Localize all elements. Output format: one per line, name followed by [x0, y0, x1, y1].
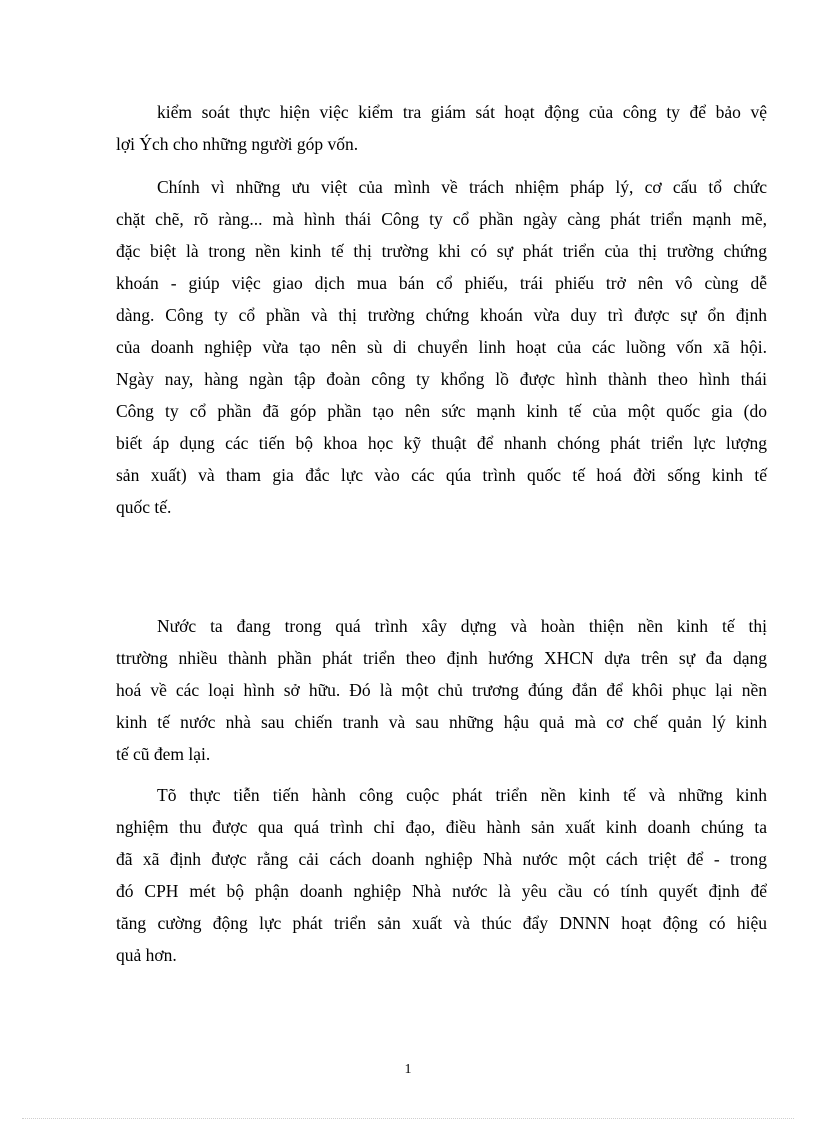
paragraph-2-line-5: dàng. Công ty cổ phần và thị trường chứng khoán vừa duy trì được sự ổn định [116, 305, 767, 325]
paragraph-4-line-3: đã xã định được rằng cải cách doanh nghiệp Nhà nước một cách triệt để - trong [116, 849, 767, 869]
paragraph-3-line-3: hoá về các loại hình sở hữu. Đó là một chủ trương đúng đắn để khôi phục lại nền [116, 680, 767, 700]
paragraph-2-line-6: của doanh nghiệp vừa tạo nên sù di chuyển linh hoạt của các luồng vốn xã hội. [116, 337, 767, 357]
paragraph-1-line-2: lợi Ých cho những người góp vốn. [116, 134, 359, 154]
paragraph-4-line-4: đó CPH mét bộ phận doanh nghiệp Nhà nước là yêu cầu có tính quyết định để [116, 881, 767, 901]
paragraph-2-line-8: Công ty cổ phần đã góp phần tạo nên sức mạnh kinh tế của một quốc gia (do [116, 401, 767, 421]
paragraph-2-line-1: Chính vì những ưu việt của mình về trách nhiệm pháp lý, cơ cấu tổ chức [157, 177, 767, 197]
paragraph-3-line-1: Nước ta đang trong quá trình xây dựng và hoàn thiện nền kinh tế thị [157, 616, 767, 636]
paragraph-3-line-2: ttrường nhiều thành phần phát triển theo định hướng XHCN dựa trên sự đa dạng [116, 648, 767, 668]
paragraph-4-line-2: nghiệm thu được qua quá trình chỉ đạo, điều hành sản xuất kinh doanh chúng ta [116, 817, 767, 837]
paragraph-3-line-5: tế cũ đem lại. [116, 744, 211, 764]
paragraph-2-line-10: sản xuất) và tham gia đắc lực vào các qúa trình quốc tế hoá đời sống kinh tế [116, 465, 767, 485]
paragraph-2-line-9: biết áp dụng các tiến bộ khoa học kỹ thuật để nhanh chóng phát triển lực lượng [116, 433, 767, 453]
paragraph-2-line-11: quốc tế. [116, 497, 172, 517]
paragraph-3-line-4: kinh tế nước nhà sau chiến tranh và sau những hậu quả mà cơ chế quản lý kinh [116, 712, 767, 732]
paragraph-2-line-4: khoán - giúp việc giao dịch mua bán cổ phiếu, trái phiếu trở nên vô cùng dễ [116, 273, 767, 293]
paragraph-2-line-7: Ngày nay, hàng ngàn tập đoàn công ty khổng lồ được hình thành theo hình thái [116, 369, 767, 389]
paragraph-1-line-1: kiểm soát thực hiện việc kiểm tra giám sát hoạt động của công ty để bảo vệ [157, 102, 767, 122]
page-number: 1 [404, 1062, 412, 1077]
paragraph-4-line-1: Tõ thực tiễn tiến hành công cuộc phát triển nền kinh tế và những kinh [157, 785, 767, 805]
paragraph-2-line-2: chặt chẽ, rõ ràng... mà hình thái Công ty cổ phần ngày càng phát triển mạnh mẽ, [116, 209, 767, 229]
page-edge-divider [22, 1118, 794, 1119]
paragraph-4-line-6: quả hơn. [116, 945, 177, 965]
paragraph-2-line-3: đặc biệt là trong nền kinh tế thị trường khi có sự phát triển của thị trường chứng [116, 241, 767, 261]
paragraph-4-line-5: tăng cường động lực phát triển sản xuất và thúc đẩy DNNN hoạt động có hiệu [116, 913, 767, 933]
